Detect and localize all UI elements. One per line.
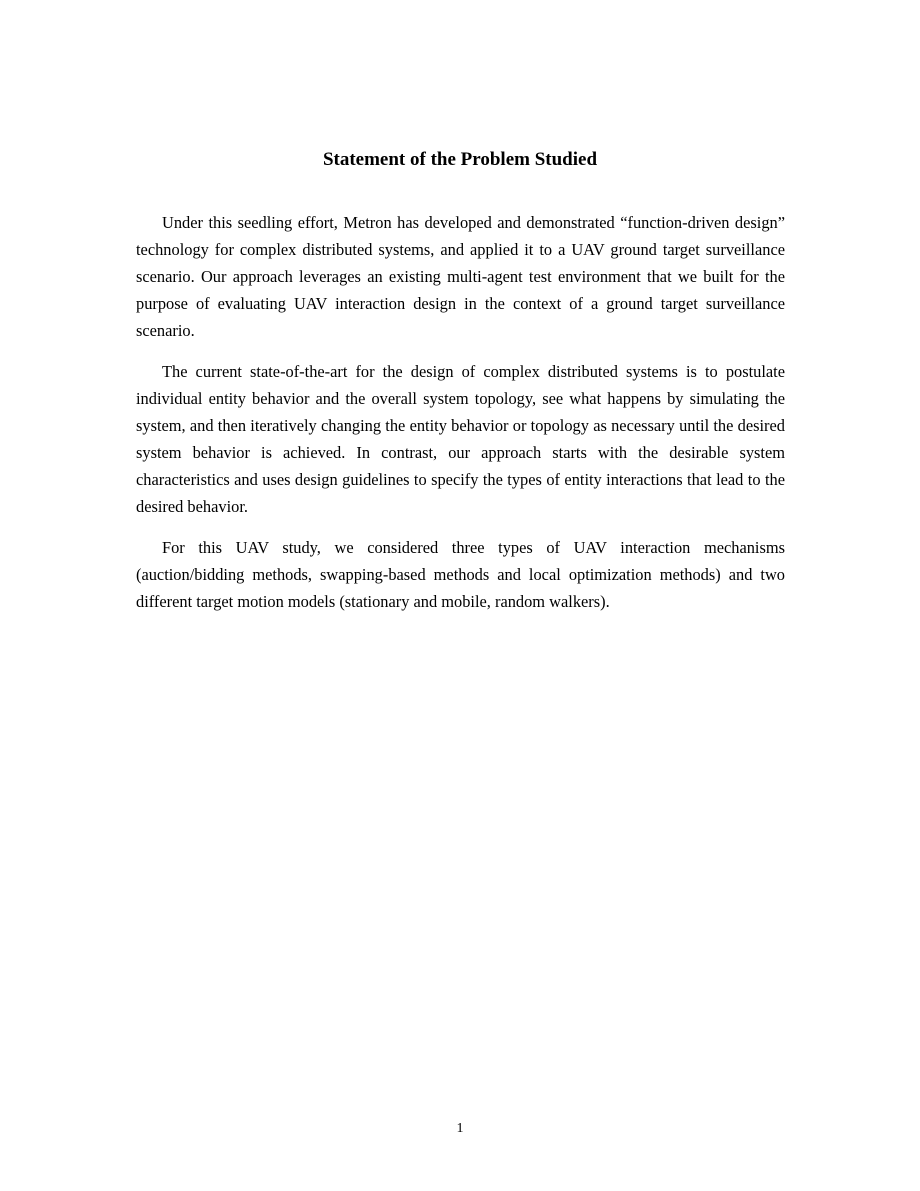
- paragraph-3: For this UAV study, we considered three types of UAV interaction mechanisms (auction/bidding methods, swapping-based methods and local optimization methods) and two different target motion models (stationary and mobile, random walkers).: [136, 538, 785, 611]
- page-number: 1: [456, 1121, 464, 1136]
- page-title: Statement of the Problem Studied: [322, 149, 598, 170]
- paragraph-1: Under this seedling effort, Metron has developed and demonstrated “function-driven design” technology for complex distributed systems, and applied it to a UAV ground target surveillance scenario. Our approach leverages an existing multi-agent test environment that we built for the purpose of evaluating UAV interaction design in the context of a ground target surveillance scenario.: [136, 213, 785, 340]
- body-text: [136, 209, 785, 629]
- paragraph-2: The current state-of-the-art for the design of complex distributed systems is to postulate individual entity behavior and the overall system topology, see what happens by simulating the system, and then iteratively changing the entity behavior or topology as necessary until the desired system behavior is achieved. In contrast, our approach starts with the desirable system characteristics and uses design guidelines to specify the types of entity interactions that lead to the desired behavior.: [136, 362, 785, 516]
